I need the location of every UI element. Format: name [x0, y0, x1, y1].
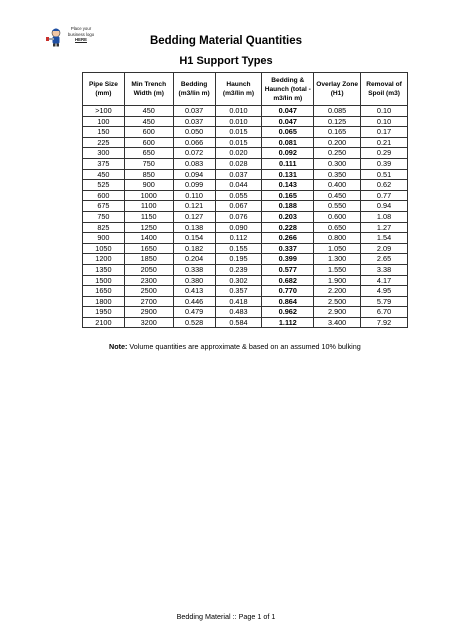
table-cell: 0.203	[262, 211, 314, 222]
table-cell: 0.083	[173, 158, 215, 169]
table-cell: 0.037	[173, 116, 215, 127]
table-cell: 225	[83, 137, 125, 148]
table-cell: 1200	[83, 254, 125, 265]
table-row	[83, 190, 408, 201]
table-cell: 0.239	[215, 264, 262, 275]
table-cell: 0.338	[173, 264, 215, 275]
table-cell: 0.682	[262, 275, 314, 286]
table-cell: 1250	[124, 222, 173, 233]
table-cell: 0.800	[314, 233, 361, 244]
table-cell: 0.143	[262, 180, 314, 191]
table-cell: 1100	[124, 201, 173, 212]
column-header: Min Trench Width (m)	[124, 73, 173, 106]
table-cell: 0.10	[361, 116, 408, 127]
table-cell: 0.155	[215, 243, 262, 254]
table-cell: 0.39	[361, 158, 408, 169]
table-cell: 0.112	[215, 233, 262, 244]
table-cell: 1650	[124, 243, 173, 254]
table-row	[83, 243, 408, 254]
table-row	[83, 296, 408, 307]
table-cell: 0.94	[361, 201, 408, 212]
table-cell: 0.962	[262, 307, 314, 318]
logo-line-2: business logo	[67, 31, 95, 37]
table-cell: 0.650	[314, 222, 361, 233]
table-cell: 0.131	[262, 169, 314, 180]
table-cell: 2100	[83, 317, 125, 328]
note-text: Volume quantities are approximate & based on an assumed 10% bulking	[127, 342, 361, 351]
table-cell: 1500	[83, 275, 125, 286]
table-cell: 300	[83, 148, 125, 159]
table-cell: 0.090	[215, 222, 262, 233]
table-cell: 2500	[124, 286, 173, 297]
table-cell: 0.015	[215, 127, 262, 138]
table-cell: 0.154	[173, 233, 215, 244]
table-cell: 0.165	[262, 190, 314, 201]
table-cell: 0.17	[361, 127, 408, 138]
table-cell: 0.028	[215, 158, 262, 169]
table-cell: 600	[124, 127, 173, 138]
table-cell: 0.072	[173, 148, 215, 159]
table-cell: 4.95	[361, 286, 408, 297]
table-cell: 2050	[124, 264, 173, 275]
table-cell: 0.357	[215, 286, 262, 297]
table-cell: 0.055	[215, 190, 262, 201]
table-cell: 0.479	[173, 307, 215, 318]
table-cell: 0.110	[173, 190, 215, 201]
table-cell: 0.418	[215, 296, 262, 307]
table-row	[83, 317, 408, 328]
table-cell: 2.500	[314, 296, 361, 307]
table-cell: 1950	[83, 307, 125, 318]
table-cell: 750	[83, 211, 125, 222]
table-cell: 2.200	[314, 286, 361, 297]
table-cell: 0.037	[215, 169, 262, 180]
table-cell: 0.138	[173, 222, 215, 233]
table-cell: 0.099	[173, 180, 215, 191]
table-cell: 100	[83, 116, 125, 127]
table-cell: 0.092	[262, 148, 314, 159]
table-cell: 0.62	[361, 180, 408, 191]
table-cell: 1150	[124, 211, 173, 222]
table-cell: 2900	[124, 307, 173, 318]
table-row	[83, 116, 408, 127]
page-title: Bedding Material Quantities	[149, 35, 303, 47]
table-cell: 3.38	[361, 264, 408, 275]
table-cell: 1800	[83, 296, 125, 307]
table-body	[83, 106, 408, 328]
table-cell: 150	[83, 127, 125, 138]
column-header: Haunch (m3/lin m)	[215, 73, 262, 106]
table-cell: 0.400	[314, 180, 361, 191]
table-cell: 0.195	[215, 254, 262, 265]
table-cell: 2.900	[314, 307, 361, 318]
table-cell: 4.17	[361, 275, 408, 286]
table-row	[83, 211, 408, 222]
table-cell: 0.111	[262, 158, 314, 169]
table-row	[83, 201, 408, 212]
bedding-quantities-table	[82, 72, 408, 328]
table-cell: 450	[124, 106, 173, 117]
table-cell: 5.79	[361, 296, 408, 307]
table-cell: 0.010	[215, 106, 262, 117]
table-cell: 1.550	[314, 264, 361, 275]
table-cell: 0.399	[262, 254, 314, 265]
table-cell: 3.400	[314, 317, 361, 328]
column-header: Bedding (m3/lin m)	[173, 73, 215, 106]
table-cell: 0.770	[262, 286, 314, 297]
table-cell: 1.27	[361, 222, 408, 233]
table-row	[83, 307, 408, 318]
logo-line-1: Place your	[70, 26, 92, 31]
table-cell: 2.65	[361, 254, 408, 265]
table-cell: 0.050	[173, 127, 215, 138]
table-row	[83, 127, 408, 138]
table-cell: 0.550	[314, 201, 361, 212]
table-cell: 650	[124, 148, 173, 159]
table-cell: 375	[83, 158, 125, 169]
table-row	[83, 180, 408, 191]
table-row	[83, 275, 408, 286]
table-cell: 0.037	[173, 106, 215, 117]
table-cell: 0.29	[361, 148, 408, 159]
table-cell: 0.266	[262, 233, 314, 244]
table-cell: 750	[124, 158, 173, 169]
table-cell: 0.380	[173, 275, 215, 286]
table-cell: 0.450	[314, 190, 361, 201]
table-cell: 0.200	[314, 137, 361, 148]
table-cell: 1.900	[314, 275, 361, 286]
table-cell: 0.047	[262, 106, 314, 117]
table-cell: 2.09	[361, 243, 408, 254]
note-label: Note:	[109, 342, 128, 351]
table-cell: 1050	[83, 243, 125, 254]
table-cell: 0.047	[262, 116, 314, 127]
column-header: Pipe Size (mm)	[83, 73, 125, 106]
table-cell: 1350	[83, 264, 125, 275]
table-cell: 450	[83, 169, 125, 180]
table-cell: 0.127	[173, 211, 215, 222]
table-cell: 450	[124, 116, 173, 127]
table-cell: 0.165	[314, 127, 361, 138]
logo-line-3: HERE	[75, 37, 87, 43]
table-cell: 0.300	[314, 158, 361, 169]
page-footer: Bedding Material :: Page 1 of 1	[176, 612, 276, 621]
table-cell: 0.483	[215, 307, 262, 318]
table-cell: 900	[124, 180, 173, 191]
table-cell: 0.528	[173, 317, 215, 328]
table-cell: 0.250	[314, 148, 361, 159]
table-cell: 0.10	[361, 106, 408, 117]
table-cell: 6.70	[361, 307, 408, 318]
table-cell: 0.584	[215, 317, 262, 328]
column-header: Overlay Zone (H1)	[314, 73, 361, 106]
table-row	[83, 222, 408, 233]
table-cell: 600	[124, 137, 173, 148]
table-cell: 0.094	[173, 169, 215, 180]
table-row	[83, 254, 408, 265]
table-header-row	[83, 73, 408, 106]
table-cell: 2700	[124, 296, 173, 307]
table-cell: 675	[83, 201, 125, 212]
table-cell: 1400	[124, 233, 173, 244]
table-cell: 0.21	[361, 137, 408, 148]
table-cell: 0.337	[262, 243, 314, 254]
table-cell: 1.08	[361, 211, 408, 222]
table-cell: >100	[83, 106, 125, 117]
table-cell: 1.54	[361, 233, 408, 244]
table-cell: 1.050	[314, 243, 361, 254]
table-cell: 0.066	[173, 137, 215, 148]
table-cell: 0.015	[215, 137, 262, 148]
table-cell: 0.076	[215, 211, 262, 222]
table-cell: 1000	[124, 190, 173, 201]
table-cell: 3200	[124, 317, 173, 328]
table-row	[83, 233, 408, 244]
table-row	[83, 169, 408, 180]
table-cell: 0.182	[173, 243, 215, 254]
table-cell: 1650	[83, 286, 125, 297]
table-row	[83, 148, 408, 159]
table-cell: 1.112	[262, 317, 314, 328]
table-row	[83, 137, 408, 148]
table-cell: 900	[83, 233, 125, 244]
table-cell: 0.864	[262, 296, 314, 307]
table-cell: 850	[124, 169, 173, 180]
table-cell: 0.067	[215, 201, 262, 212]
table-cell: 525	[83, 180, 125, 191]
table-cell: 7.92	[361, 317, 408, 328]
table-cell: 0.350	[314, 169, 361, 180]
table-cell: 0.125	[314, 116, 361, 127]
table-cell: 0.51	[361, 169, 408, 180]
table-cell: 825	[83, 222, 125, 233]
table-cell: 1.300	[314, 254, 361, 265]
table-cell: 0.302	[215, 275, 262, 286]
table-cell: 2300	[124, 275, 173, 286]
table-cell: 0.065	[262, 127, 314, 138]
table-row	[83, 264, 408, 275]
page-subtitle: H1 Support Types	[179, 55, 273, 67]
table-cell: 0.010	[215, 116, 262, 127]
table-cell: 0.413	[173, 286, 215, 297]
table-row	[83, 286, 408, 297]
column-header: Removal of Spoil (m3)	[361, 73, 408, 106]
table-cell: 600	[83, 190, 125, 201]
table-cell: 0.577	[262, 264, 314, 275]
table-row	[83, 158, 408, 169]
table-cell: 0.600	[314, 211, 361, 222]
table-cell: 0.121	[173, 201, 215, 212]
table-cell: 0.228	[262, 222, 314, 233]
table-cell: 0.188	[262, 201, 314, 212]
table-cell: 0.085	[314, 106, 361, 117]
table-cell: 0.020	[215, 148, 262, 159]
table-cell: 0.446	[173, 296, 215, 307]
note	[109, 342, 361, 351]
table-cell: 0.081	[262, 137, 314, 148]
table-cell: 0.204	[173, 254, 215, 265]
column-header: Bedding & Haunch (total - m3/lin m)	[262, 73, 314, 106]
table-cell: 0.044	[215, 180, 262, 191]
table-row	[83, 106, 408, 117]
table-cell: 0.77	[361, 190, 408, 201]
table-cell: 1850	[124, 254, 173, 265]
